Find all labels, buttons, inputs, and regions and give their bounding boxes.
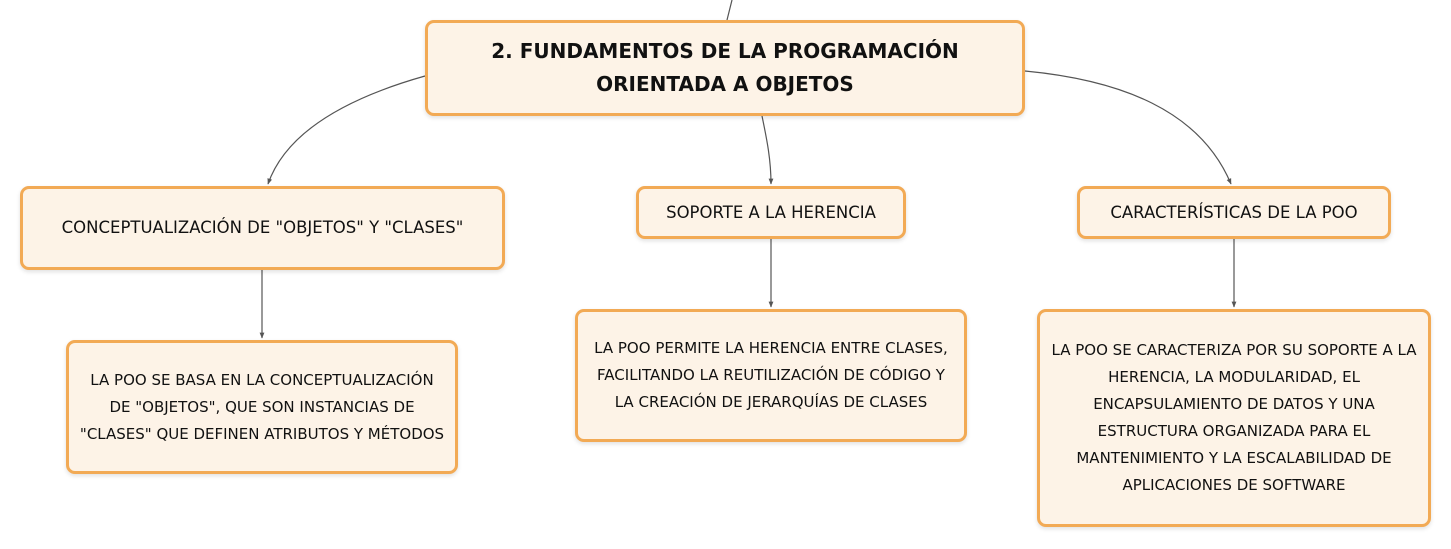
- detail-node-objetos-clases[interactable]: [66, 340, 458, 474]
- topic-label-objetos-clases: CONCEPTUALIZACIÓN DE "OBJETOS" Y "CLASES": [61, 218, 464, 237]
- connector-root-to-topic-2: [762, 116, 771, 184]
- topic-node-herencia[interactable]: [636, 186, 906, 239]
- connector-root-to-topic-3: [1025, 71, 1231, 184]
- detail-text-objetos-clases: LA POO SE BASA EN LA CONCEPTUALIZACIÓN DE "OBJETOS", QUE SON INSTANCIAS DE "CLASES" QUE DEFINEN ATRIBUTOS Y MÉTODOS: [79, 370, 445, 443]
- central-topic-node[interactable]: [425, 20, 1025, 116]
- topic-node-caracteristicas[interactable]: [1077, 186, 1391, 239]
- detail-text-herencia: LA POO PERMITE LA HERENCIA ENTRE CLASES, FACILITANDO LA REUTILIZACIÓN DE CÓDIGO Y LA CREACIÓN DE JERARQUÍAS DE CLASES: [594, 339, 948, 411]
- central-topic-label: 2. FUNDAMENTOS DE LA PROGRAMACIÓN ORIENTADA A OBJETOS: [491, 39, 959, 96]
- topic-label-herencia: SOPORTE A LA HERENCIA: [666, 202, 876, 222]
- detail-node-herencia[interactable]: [575, 309, 967, 442]
- connector-root-to-topic-1: [268, 76, 425, 184]
- topic-node-objetos-clases[interactable]: [20, 186, 505, 270]
- topic-label-caracteristicas: CARACTERÍSTICAS DE LA POO: [1110, 202, 1358, 222]
- detail-node-caracteristicas[interactable]: [1037, 309, 1431, 527]
- connector-incoming: [727, 0, 732, 20]
- detail-text-caracteristicas: LA POO SE CARACTERIZA POR SU SOPORTE A LA HERENCIA, LA MODULARIDAD, EL ENCAPSULAMIENTO DE DATOS Y UNA ESTRUCTURA ORGANIZADA PARA EL MANTENIMIENTO Y LA ESCALABILIDAD DE APLICACIONES DE SOFTWARE: [1051, 341, 1417, 494]
